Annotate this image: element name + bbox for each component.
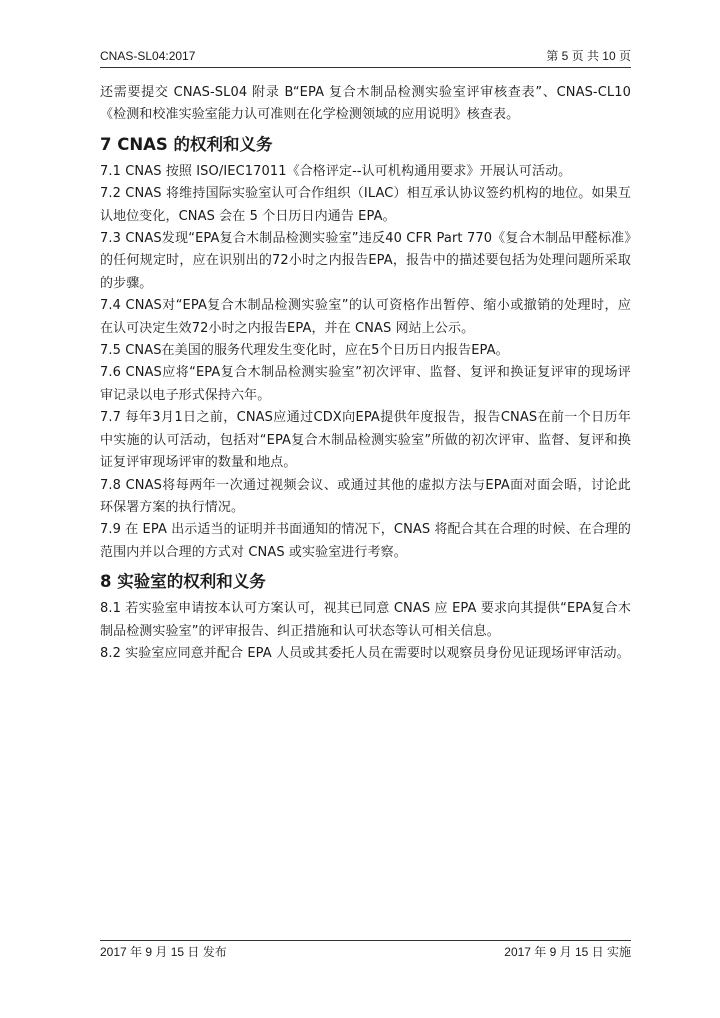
issue-date: 2017 年 9 月 15 日 发布 [100,945,227,959]
doc-code: CNAS-SL04:2017 [100,49,196,63]
clause-7-7: 7.7 每年3月1日之前，CNAS应通过CDX向EPA提供年度报告，报告CNAS在前一个日历年中实施的认可活动，包括对“EPA复合木制品检测实验室”所做的初次评审、监督、复评和换证复评审现场评审的数量和地点。 [100,410,631,471]
footer-rule [100,940,631,941]
clause-7-4: 7.4 CNAS对“EPA复合木制品检测实验室”的认可资格作出暂停、缩小或撤销的处理时，应在认可决定生效72小时之内报告EPA，并在 CNAS 网站上公示。 [100,298,631,336]
clause-8-1: 8.1 若实验室申请按本认可方案认可，视其已同意 CNAS 应 EPA 要求向其提供“EPA复合木制品检测实验室”的评审报告、纠正措施和认可状态等认可相关信息。 [100,601,631,639]
page-footer [100,943,631,961]
clause-7-6: 7.6 CNAS应将“EPA复合木制品检测实验室”初次评审、监督、复评和换证复评审的现场评审记录以电子形式保持六年。 [100,365,631,403]
header-rule [100,67,631,68]
clause-7-3: 7.3 CNAS发现“EPA复合木制品检测实验室”违反40 CFR Part 770《复合木制品甲醛标准》的任何规定时，应在识别出的72小时之内报告EPA，报告中的描述要包括为处理问题所采取的步骤。 [100,231,631,291]
clause-7-1: 7.1 CNAS 按照 ISO/IEC17011《合格评定--认可机构通用要求》开展认可活动。 [100,163,572,179]
clause-7-9: 7.9 在 EPA 出示适当的证明并书面通知的情况下，CNAS 将配合其在合理的时候、在合理的范围内并以合理的方式对 CNAS 或实验室进行考察。 [100,522,631,560]
clause-8-2: 8.2 实验室应同意并配合 EPA 人员或其委托人员在需要时以观察员身份见证现场评审活动。 [100,645,630,661]
page-header [100,47,631,65]
intro-paragraph: 还需要提交 CNAS-SL04 附录 B“EPA 复合木制品检测实验室评审核查表”、CNAS-CL10《检测和校准实验室能力认可准则在化学检测领域的应用说明》核查表。 [100,85,631,123]
page-info: 第 5 页 共 10 页 [546,49,631,63]
clause-7-5: 7.5 CNAS在美国的服务代理发生变化时，应在5个日历日内报告EPA。 [100,343,509,359]
clause-7-2: 7.2 CNAS 将维持国际实验室认可合作组织（ILAC）相互承认协议签约机构的地位。如果互认地位变化，CNAS 会在 5 个日历日内通告 EPA。 [100,186,631,224]
section-7-heading: 7 CNAS 的权利和义务 [100,134,273,154]
effective-date: 2017 年 9 月 15 日 实施 [504,945,631,959]
section-8-heading: 8 实验室的权利和义务 [100,572,266,592]
document-body [100,82,631,665]
clause-7-8: 7.8 CNAS将每两年一次通过视频会议、或通过其他的虚拟方法与EPA面对面会晤，讨论此环保署方案的执行情况。 [100,477,631,515]
